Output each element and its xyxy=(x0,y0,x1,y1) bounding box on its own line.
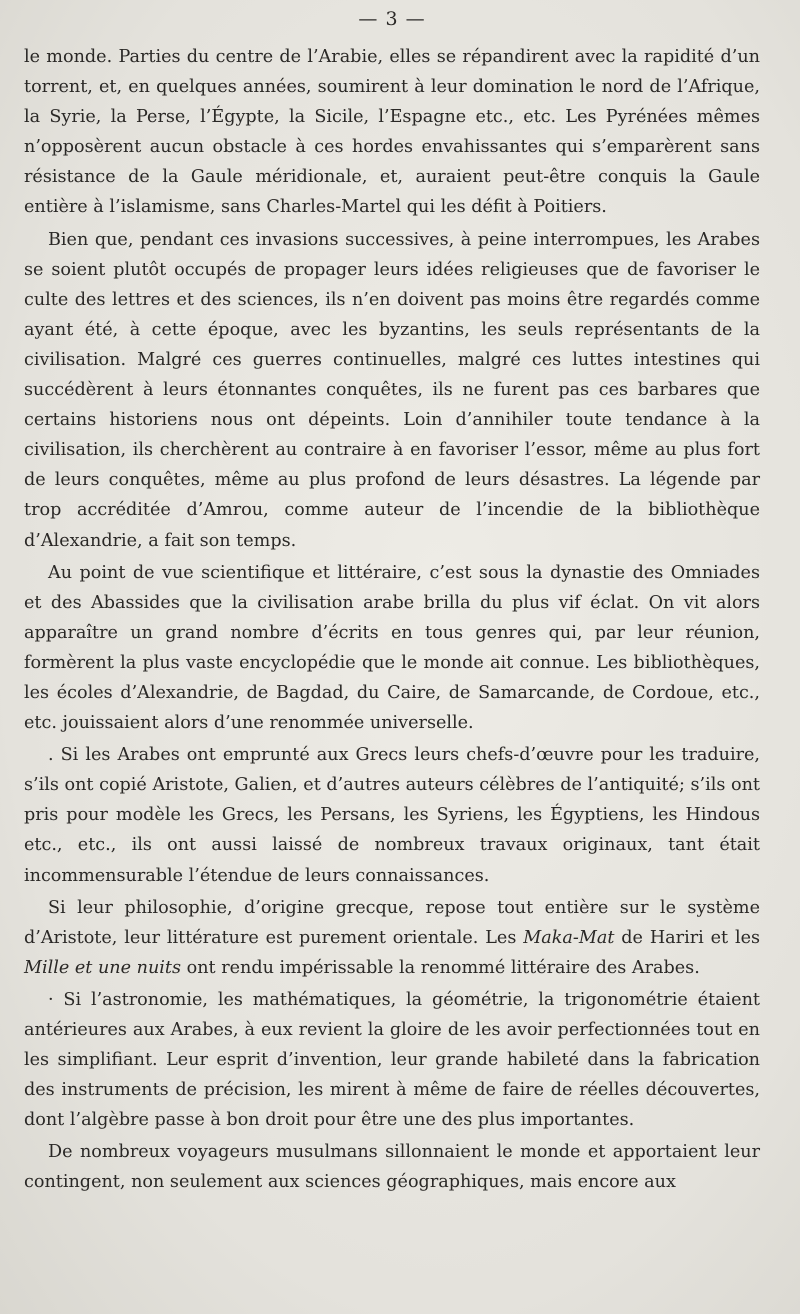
paragraph-5-part-1: Si leur philosophie, d’origine grecque, repose tout entière sur le système d’Aristote, leur littérature est purement orientale. Les xyxy=(24,897,760,948)
paragraph-1: le monde. Parties du centre de l’Arabie, elles se répandirent avec la rapidité d’un torrent, et, en quelques années, soumirent à leur domination le nord de l’Afrique, la Syrie, la Perse, l’Égypte, la Sicile, l’Espagne etc., etc. Les Pyrénées mêmes n’opposèrent aucun obstacle à ces hordes envahissantes qui s’emparèrent sans résistance de la Gaule méridionale, et, auraient peut-être conquis la Gaule entière à l’islamisme, sans Charles-Martel qui les défit à Poitiers. xyxy=(24,47,760,218)
paragraph-2: Bien que, pendant ces invasions successives, à peine interrompues, les Arabes se soient plutôt occupés de propager leurs idées religieuses que de favoriser le culte des lettres et des sciences, ils n’en doivent pas moins être regardés comme ayant été, à cette époque, avec les byzantins, les seuls représentants de la civilisation. Malgré ces guerres continuelles, malgré ces luttes intestines qui succédèrent à leurs étonnantes conquêtes, ils ne furent pas ces barbares que certains historiens nous ont dépeints. Loin d’annihiler toute tendance à la civilisation, ils cherchèrent au contraire à en favoriser l’essor, même au plus fort de leurs conquêtes, même au plus profond de leurs désastres. La légende par trop accréditée d’Amrou, comme auteur de l’incendie de la bibliothèque d’Alexandrie, a fait son temps. xyxy=(24,229,760,551)
title-maka-mat: Maka-Mat xyxy=(523,927,615,948)
title-mille-et-une-nuits: Mille et une nuits xyxy=(24,957,182,978)
paragraph-7: De nombreux voyageurs musulmans sillonnaient le monde et apportaient leur contingent, non seulement aux sciences géographiques, mais encore aux xyxy=(24,1142,760,1193)
paragraph-6: · Si l’astronomie, les mathématiques, la géométrie, la trigonométrie étaient antérieures aux Arabes, à eux revient la gloire de les avoir perfectionnées tout en les simplifiant. Leur esprit d’invention, leur grande habileté dans la fabrication des instruments de précision, les mirent à même de faire de réelles découvertes, dont l’algèbre passe à bon droit pour être une des plus importantes. xyxy=(24,989,760,1131)
paragraph-4: . Si les Arabes ont emprunté aux Grecs leurs chefs-d’œuvre pour les traduire, s’ils ont copié Aristote, Galien, et d’autres auteurs célèbres de l’antiquité; s’ils ont pris pour modèle les Grecs, les Persans, les Syriens, les Égyptiens, les Hindous etc., etc., ils ont aussi laissé de nombreux travaux originaux, tant était incommensurable l’étendue de leurs connaissances. xyxy=(24,745,760,886)
paragraph-5-part-2: de Hariri et les xyxy=(621,927,761,948)
page-number: — 3 — xyxy=(358,8,426,30)
paragraph-3: Au point de vue scientifique et littéraire, c’est sous la dynastie des Omniades et des Abassides que la civilisation arabe brilla du plus vif éclat. On vit alors apparaître un grand nombre d’écrits en tous genres qui, par leur réunion, formèrent la plus vaste encyclopédie que le monde ait connue. Les bibliothèques, les écoles d’Alexandrie, de Bagdad, du Caire, de Samarcande, de Cordoue, etc., etc. jouissaient alors d’une renommée universelle. xyxy=(24,562,760,734)
paragraph-5-part-3: ont rendu impérissable la renommé littéraire des Arabes. xyxy=(186,957,700,978)
paragraph-5 xyxy=(24,893,760,983)
body-text xyxy=(24,42,760,1198)
